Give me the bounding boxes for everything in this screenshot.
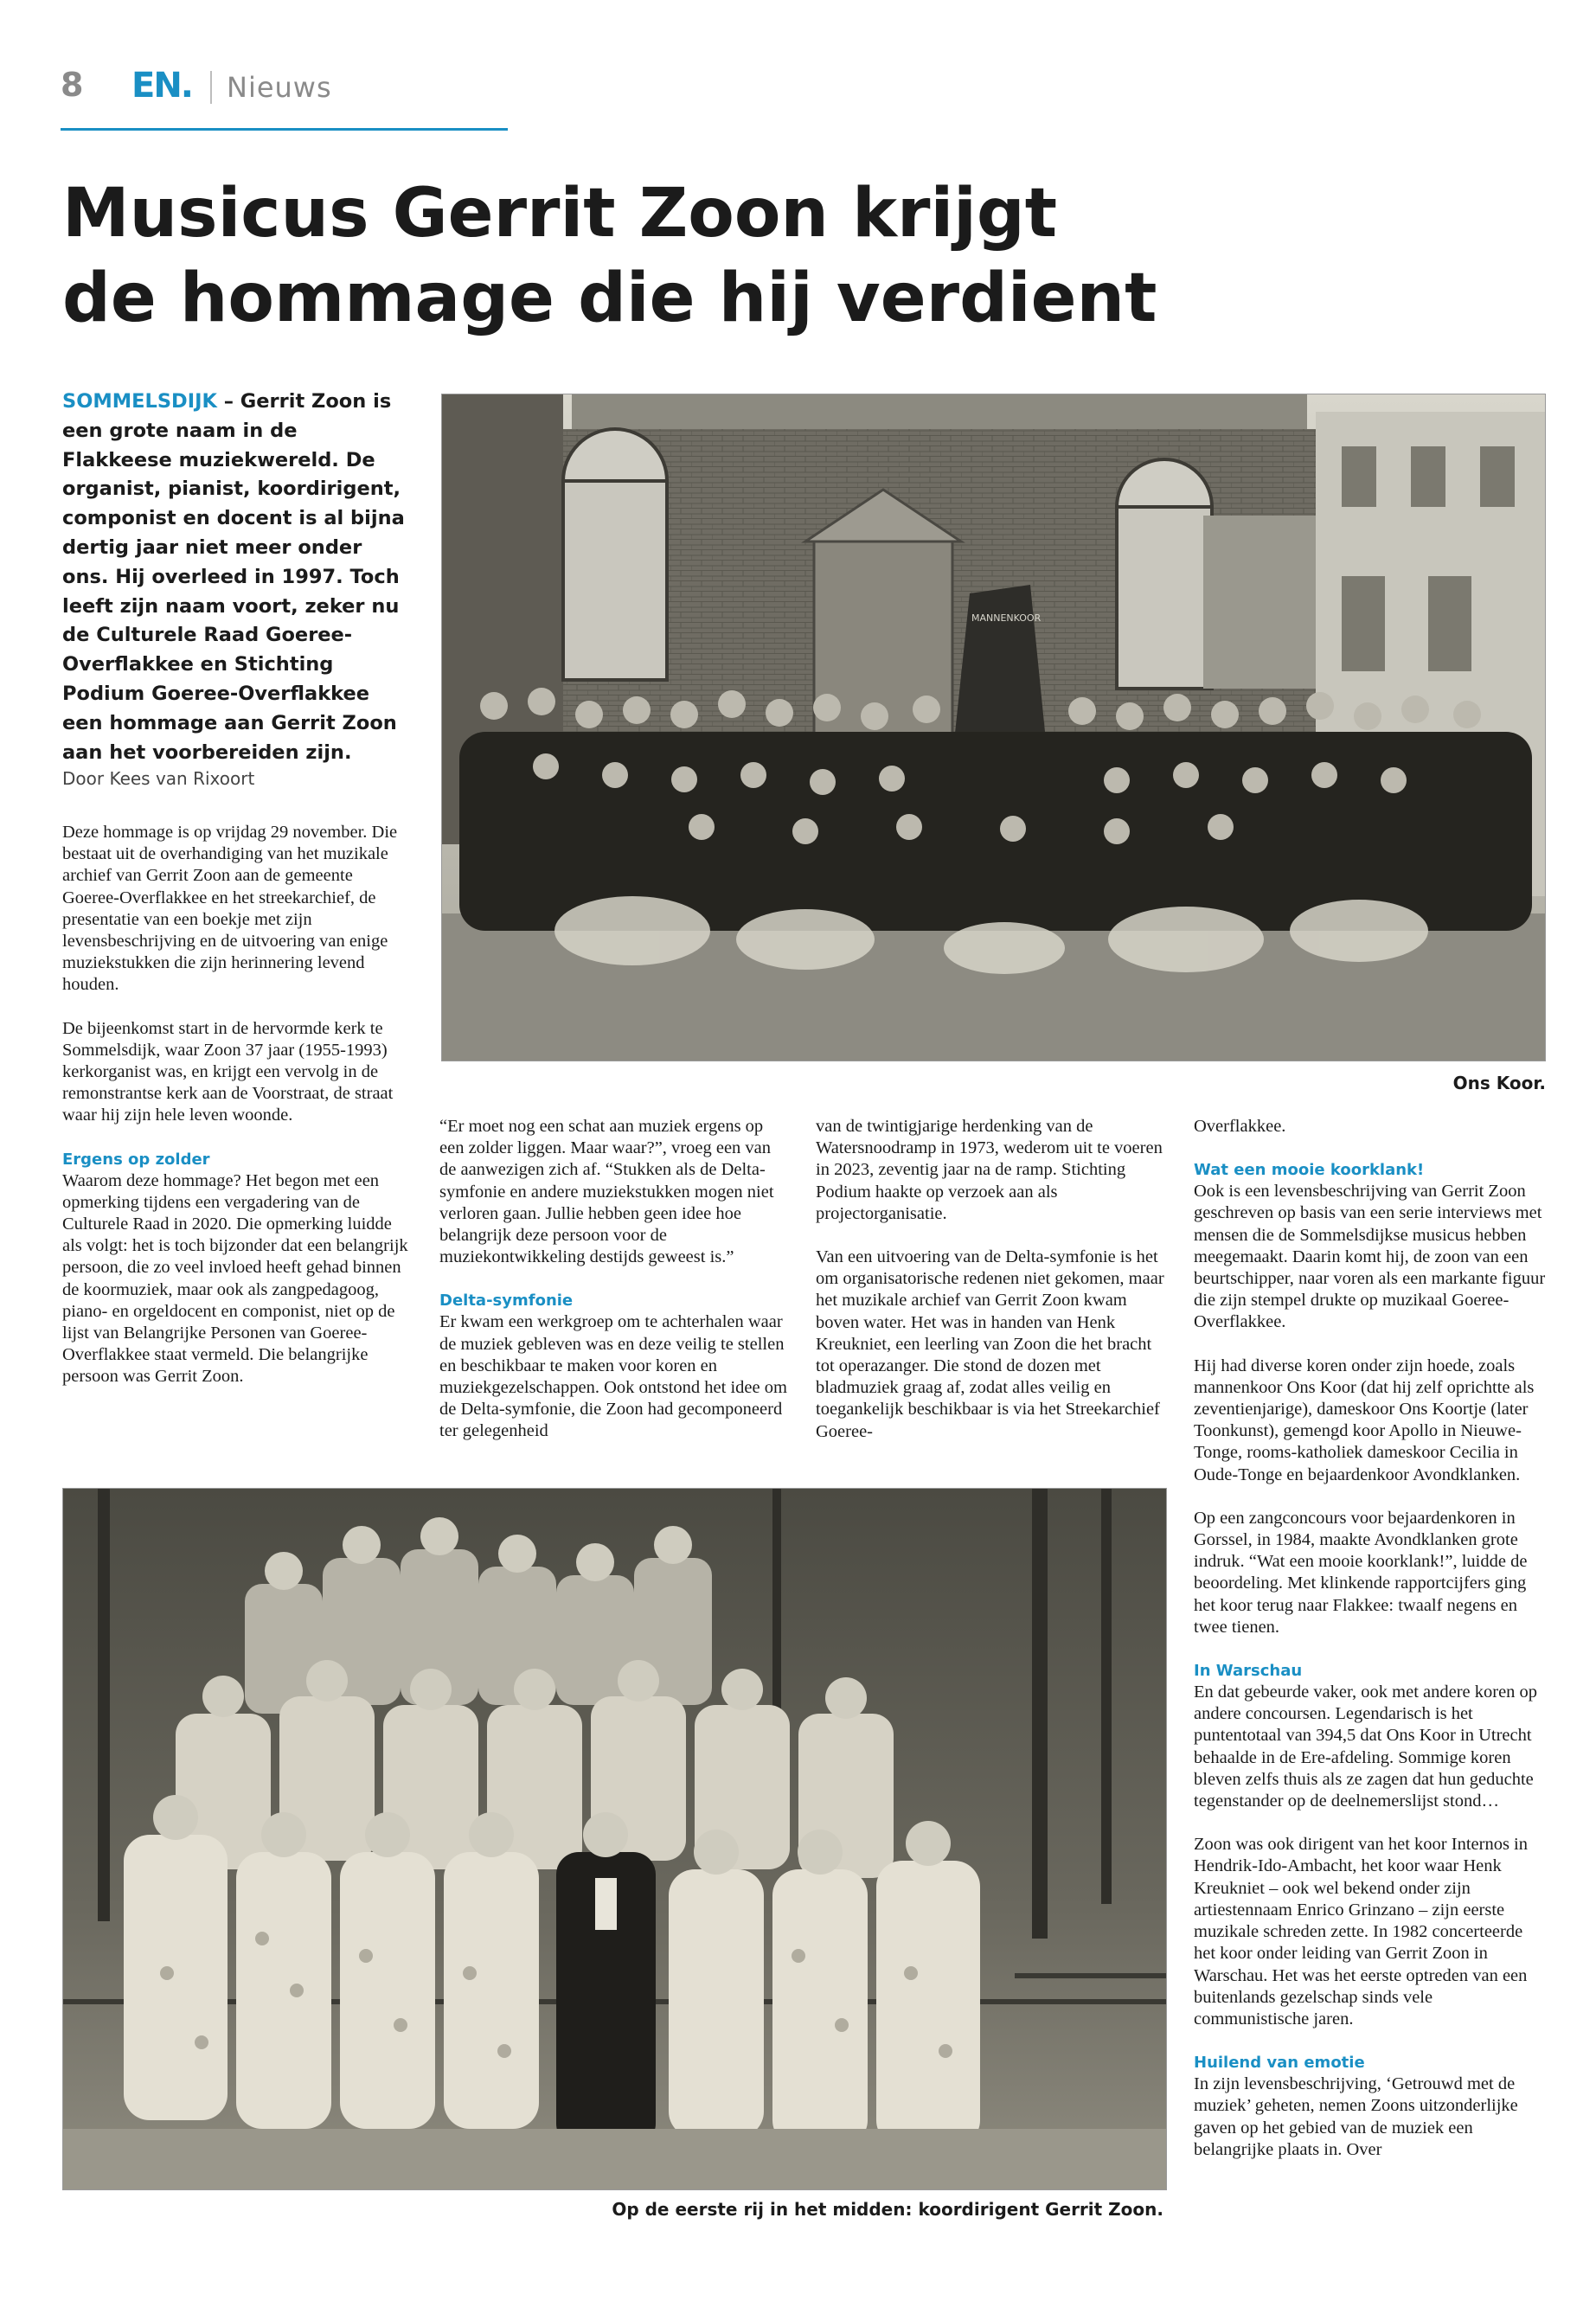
byline: Door Kees van Rixoort — [62, 768, 255, 789]
title-line-1: Musicus Gerrit Zoon krijgt — [62, 175, 1058, 253]
paragraph: En dat gebeurde vaker, ook met andere koren op andere concoursen. Legendarisch is het puntentotaal van 394,5 dat Ons Koor in Utrecht behaalde in de Ere-afdeling. Sommige koren bleven zelfs thuis als ze zagen dat hun geduchte tegenstander op de deelnemerslijst stond… — [1194, 1682, 1538, 1811]
subheading: In Warschau — [1194, 1662, 1303, 1681]
paragraph: Hij had diverse koren onder zijn hoede, zoals mannenkoor Ons Koor (dat hij zelf oprichtte als zeventienjarige), dameskoor Ons Koortje (later Toonkunst), gemengd koor Apollo in Nieuwe-Tonge, rooms-katholiek dameskoor Cecilia in Oude-Tonge en bejaardenkoor Avondklanken. — [1194, 1356, 1535, 1484]
header-rule — [61, 128, 508, 131]
banner-text: MANNENKOOR — [971, 612, 1042, 624]
subheading: Delta-symfonie — [439, 1292, 574, 1311]
paragraph: Waarom deze hommage? Het begon met een opmerking tijdens een vergadering van de Culturele Raad in 2020. Die opmerking luidde als volgt: het is toch bijzonder dat een belangrijk persoon, die zo veel invloed heeft gehad binnen de koormuziek, maar ook als zangpedagoog, piano- en orgeldocent en componist, niet op de lijst van Belangrijke Personen van Goeree-Overflakkee staat vermeld. Die belangrijke persoon was Gerrit Zoon. — [62, 1170, 408, 1387]
lead-place: SOMMELSDIJK — [62, 390, 217, 413]
group-photo-illustration — [63, 1489, 1166, 2189]
column-4 — [1194, 1116, 1548, 2182]
paragraph: van de twintigjarige herdenking van de Watersnoodramp in 1973, wederom uit te voeren in 2023, zeventig jaar na de ramp. Stichting Podium haakte op verzoek aan als projectorganisatie. — [816, 1117, 1163, 1223]
column-1 — [62, 822, 413, 1410]
subheading: Wat een mooie koorklank! — [1194, 1161, 1425, 1180]
paragraph: Zoon was ook dirigent van het koor Internos in Hendrik-Ido-Ambacht, het koor waar Henk Kreukniet – ook wel bekend onder zijn artiestennaam Enrico Grinzano – zijn eerste muzikale schreden zette. In 1982 concerteerde het koor onder leiding van Gerrit Zoon in Warschau. Het was het eerste optreden van een buitenlands gezelschap sinds vele communistische jaren. — [1194, 1835, 1529, 2029]
section-label: Nieuws — [227, 71, 332, 104]
column-2 — [439, 1116, 790, 1465]
lead-text: – Gerrit Zoon is een grote naam in de Flakkeese muziekwereld. De organist, pianist, koordirigent, componist en docent is al bijna dertig jaar niet meer onder ons. Hij overleed in 1997. Toch leeft zijn naam voort, zeker nu de Culturele Raad Goeree-Overflakkee en Stichting Podium Goeree-Overflakkee een hommage aan Gerrit Zoon aan het voorbereiden zijn. — [62, 390, 405, 764]
paragraph: In zijn levensbeschrijving, ‘Getrouwd met de muziek’ geheten, nemen Zoons uitzonderlijke gaven op het gebied van de muziek een belangrijke plaats in. Over — [1194, 2074, 1518, 2159]
photo-group-gerrit-zoon — [62, 1488, 1167, 2190]
paragraph: “Er moet nog een schat aan muziek ergens op een zolder liggen. Maar waar?”, vroeg een van de aanwezigen zich af. “Stukken als de Delta-symfonie en andere muziekstukken mogen niet verloren gaan. Jullie hebben geen idee hoe belangrijk deze persoon voor de muziekontwikkeling destijds geweest is.” — [439, 1117, 774, 1267]
paragraph: De bijeenkomst start in de hervormde kerk te Sommelsdijk, waar Zoon 37 jaar (1955-1993) kerkorganist was, en krijgt een vervolg in de remonstrantse kerk aan de Voorstraat, de straat waar hij zijn hele leven woonde. — [62, 1018, 394, 1125]
photo-caption-1: Ons Koor. — [1452, 1073, 1546, 1093]
lead-paragraph — [62, 388, 408, 767]
paragraph: Deze hommage is op vrijdag 29 november. Die bestaat uit de overhandiging van het muzikale archief van Gerrit Zoon aan de gemeente Goeree-Overflakkee en het streekarchief, de presentatie van een boekje met zijn levensbeschrijving en de uitvoering van enige muziekstukken die zijn herinnering levend houden. — [62, 823, 398, 995]
photo-caption-2: Op de eerste rij in het midden: koordirigent Gerrit Zoon. — [612, 2199, 1163, 2220]
article-title — [62, 171, 1360, 341]
paragraph: Ook is een levensbeschrijving van Gerrit Zoon geschreven op basis van een serie interviews met mensen die de Sommelsdijkse musicus hebben meegemaakt. Daarin komt hij, de zoon van een beurtschipper, naar voren als een markante figuur die zijn stempel drukte op muzikaal Goeree-Overflakkee. — [1194, 1182, 1546, 1332]
choir-photo-illustration — [442, 394, 1545, 1061]
header-divider — [210, 71, 212, 104]
paragraph: Er kwam een werkgroep om te achterhalen waar de muziek gebleven was en deze veilig te stellen en beschikbaar te maken voor koren en muziekgezelschappen. Ook ontstond het idee om de Delta-symfonie, die Zoon had gecomponeerd ter gelegenheid — [439, 1312, 787, 1441]
photo-ons-koor — [441, 394, 1546, 1061]
subheading: Huilend van emotie — [1194, 2054, 1365, 2073]
title-line-2: de hommage die hij verdient — [62, 260, 1157, 337]
column-3 — [816, 1116, 1166, 1465]
logo: EN. — [131, 66, 192, 106]
paragraph: Overflakkee. — [1194, 1117, 1286, 1136]
paragraph: Van een uitvoering van de Delta-symfonie is het om organisatorische redenen niet gekomen, maar het muzikale archief van Gerrit Zoon kwam boven water. Het was in handen van Henk Kreukniet, een leerling van Zoon die het bracht tot operazanger. Die stond de dozen met bladmuziek graag af, zodat alles veilig en toegankelijk beschikbaar is via het Streekarchief Goeree- — [816, 1247, 1164, 1441]
subheading: Ergens op zolder — [62, 1150, 210, 1169]
paragraph: Op een zangconcours voor bejaardenkoren in Gorssel, in 1984, maakte Avondklanken grote indruk. “Wat een mooie koorklank!”, luidde de beoordeling. Met klinkende rapportcijfers ging het koor terug naar Flakkee: twaalf negens en twee tienen. — [1194, 1508, 1528, 1637]
page-number: 8 — [61, 66, 84, 104]
